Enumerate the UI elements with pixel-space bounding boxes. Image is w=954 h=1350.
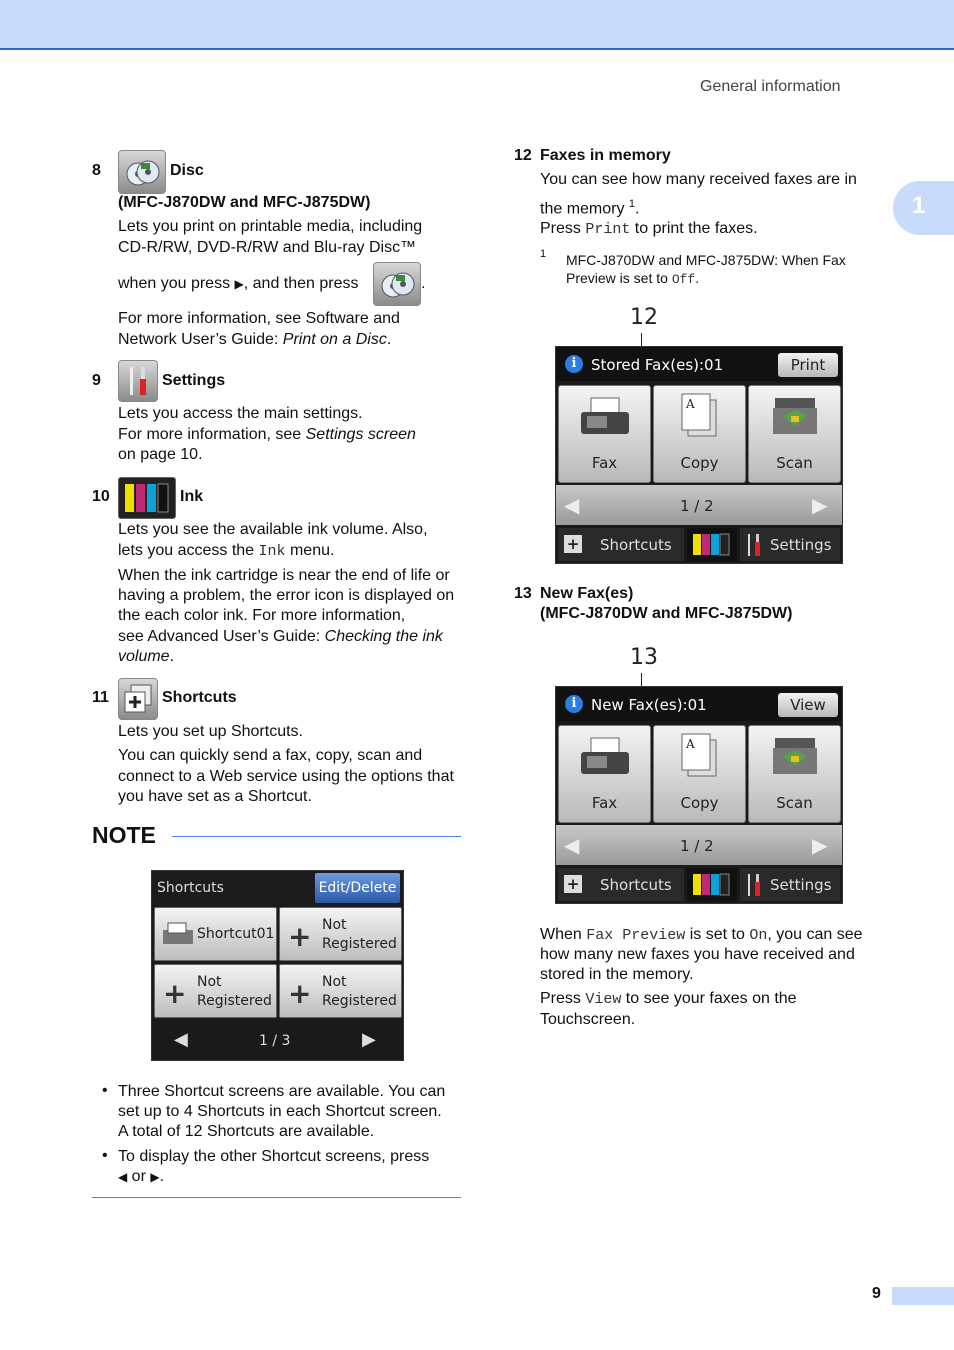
shortcut-tile[interactable] [279,964,402,1018]
tile-label: Scan [776,454,813,472]
left-arrow-icon[interactable]: ◀ [564,495,580,517]
shortcut-tile[interactable] [154,907,277,961]
settings-bar-button[interactable] [740,868,840,901]
shortcuts-bar-button[interactable] [558,868,684,901]
bullet-marker: • [102,1082,108,1099]
footnote-ref: 1 [628,198,636,210]
callout-label: 13 [630,645,658,670]
callout-label: 12 [630,305,658,330]
body-text [118,330,391,351]
body-text: the each color ink. For more information, [118,607,406,624]
body-text [118,627,443,648]
shortcut-label: Registered [197,993,272,1009]
copy-icon [678,392,722,442]
plus-icon: + [163,977,187,1010]
svg-text:A: A [686,737,695,751]
status-text: Stored Fax(es):01 [591,356,724,374]
note-divider [172,836,461,837]
top-band [0,0,954,50]
ink-bar-button[interactable] [687,868,737,901]
right-arrow-icon[interactable]: ▶ [362,1029,376,1049]
item-number: 11 [92,689,109,706]
text-fragment: , you can see [767,926,863,943]
settings-bar-button[interactable] [740,528,840,561]
body-text: Three Shortcut screens are available. You can [118,1083,446,1100]
text-fragment: to see your faxes on the [621,990,797,1007]
body-text: Lets you set up Shortcuts. [118,723,303,740]
text-fragment: or [127,1168,151,1185]
text-fragment: When [540,926,587,943]
button-name: View [585,991,622,1008]
body-text [540,194,640,220]
ink-bar-button[interactable] [687,528,737,561]
ink-icon [118,477,176,519]
footnote-text [566,270,699,287]
shortcut-tile[interactable] [279,907,402,961]
item-number: 9 [92,372,101,389]
text-fragment: Press [540,220,586,237]
scan-tile[interactable] [748,385,841,483]
body-text: You can see how many received faxes are in [540,171,857,188]
setting-value: Off [671,272,696,287]
bar-label: Settings [770,536,832,554]
svg-text:A: A [686,397,695,411]
bar-label: Settings [770,876,832,894]
text-fragment: Network User’s Guide: [118,331,283,348]
text-fragment: . [169,648,175,665]
item-subtitle: (MFC-J870DW and MFC-J875DW) [540,605,793,622]
scan-tile[interactable] [748,725,841,823]
item-title: Settings [162,372,226,389]
tile-label: Copy [680,454,719,472]
fax-icon [161,920,195,948]
tile-label: Copy [680,794,719,812]
shortcut-label: Registered [322,936,397,952]
copy-icon [678,732,722,782]
text-fragment: when you press [118,275,235,292]
guide-reference: Checking the ink [324,628,443,645]
body-text [118,647,174,668]
item-number: 12 [514,147,532,164]
page-indicator: 1 / 2 [680,497,714,515]
bar-label: Shortcuts [600,536,672,554]
right-arrow-icon: ▶ [234,277,244,291]
tile-label: Fax [591,794,618,812]
left-arrow-icon[interactable]: ◀ [174,1029,188,1049]
scan-icon [769,734,821,782]
body-text [118,274,359,295]
body-text: Lets you print on printable media, including [118,218,423,235]
body-text: To display the other Shortcut screens, press [118,1148,430,1165]
text-fragment: lets you access the [118,542,259,559]
page-indicator: 1 / 2 [680,837,714,855]
text-fragment: For more information, see [118,426,306,443]
body-text: CD-R/RW, DVD-R/RW and Blu-ray Disc™ [118,239,417,256]
plus-icon: + [288,977,312,1010]
right-arrow-icon[interactable]: ▶ [812,495,828,517]
print-button[interactable]: Print [778,353,838,377]
running-header: General information [700,78,841,95]
stored-fax-screen [555,346,843,564]
body-text: Lets you see the available ink volume. Also, [118,521,428,538]
setting-name: Fax Preview [586,927,686,944]
body-text: set up to 4 Shortcuts in each Shortcut screen. [118,1103,442,1120]
page-indicator: 1 / 3 [259,1033,291,1049]
info-icon: i [565,695,583,713]
fax-icon [577,734,633,782]
shortcut-label: Registered [322,993,397,1009]
body-text: on page 10. [118,446,203,463]
body-text [540,219,758,241]
scan-icon [769,394,821,442]
item-number: 13 [514,585,532,602]
shortcuts-screen [151,870,404,1061]
item-subtitle: (MFC-J870DW and MFC-J875DW) [118,194,371,211]
body-text [540,925,863,947]
item-title: New Fax(es) [540,585,634,602]
guide-reference: Settings screen [305,426,416,443]
left-arrow-icon: ◀ [118,1170,128,1184]
item-title: Disc [170,162,204,179]
guide-reference: volume [118,648,170,665]
right-arrow-icon[interactable]: ▶ [812,835,828,857]
shortcut-label: Not [322,974,347,990]
shortcuts-icon: + [564,875,582,893]
note-bottom-divider [92,1197,461,1198]
copy-tile[interactable] [653,725,746,823]
screen-title: Shortcuts [157,880,224,896]
body-text: When the ink cartridge is near the end of life or [118,567,450,584]
body-text [118,541,334,563]
view-button[interactable]: View [778,693,838,717]
body-text: You can quickly send a fax, copy, scan and [118,747,423,764]
shortcut-label: Shortcut01 [197,926,275,942]
new-fax-screen [555,686,843,904]
text-fragment: , and then press [243,275,359,292]
text-fragment: . [695,270,700,286]
text-fragment: the memory [540,200,629,218]
body-text [540,989,797,1011]
right-arrow-icon: ▶ [150,1170,160,1184]
menu-name: Ink [258,543,286,560]
settings-icon [744,532,764,558]
text-fragment: Press [540,990,586,1007]
tile-label: Fax [591,454,618,472]
disc-icon [373,262,421,306]
body-text: connect to a Web service using the options that [118,768,454,785]
footnote-number: 1 [540,248,547,260]
edit-delete-button[interactable]: Edit/Delete [315,873,400,903]
body-text: you have set as a Shortcut. [118,788,312,805]
ink-icon [687,868,737,901]
fax-icon [577,394,633,442]
body-text: Touchscreen. [540,1011,636,1028]
text-fragment: . [159,1168,165,1185]
note-title: NOTE [92,822,156,848]
item-title: Faxes in memory [540,147,671,164]
shortcuts-bar-button[interactable] [558,528,684,561]
button-name: Print [585,221,631,238]
body-text: how many new faxes you have received and [540,946,855,963]
item-number: 8 [92,162,101,179]
ink-icon [687,528,737,561]
text-fragment: see Advanced User’s Guide: [118,628,325,645]
shortcut-tile[interactable] [154,964,277,1018]
shortcuts-icon: + [564,535,582,553]
text-fragment: . [635,200,640,218]
settings-icon [118,360,158,402]
body-text: For more information, see Software and [118,310,400,327]
text-fragment: Preview is set to [566,270,672,286]
shortcut-label: Not [322,917,347,933]
chapter-number: 1 [912,192,926,219]
item-number: 10 [92,488,110,505]
bar-label: Shortcuts [600,876,672,894]
body-text: A total of 12 Shortcuts are available. [118,1123,375,1140]
item-title: Shortcuts [162,689,237,706]
footnote-text: MFC-J870DW and MFC-J875DW: When Fax [566,252,846,268]
info-icon: i [565,355,583,373]
body-text [118,1167,164,1188]
shortcuts-icon [118,678,158,720]
tile-label: Scan [776,794,813,812]
body-text: stored in the memory. [540,966,694,983]
setting-value: On [749,927,768,944]
text-fragment: . [386,331,392,348]
page-number: 9 [872,1285,881,1302]
bullet-marker: • [102,1147,108,1164]
text-fragment: to print the faxes. [630,220,758,237]
body-text [118,425,416,446]
fax-tile[interactable] [558,385,651,483]
guide-reference: Print on a Disc [282,331,387,348]
body-text: . [421,275,426,292]
status-text: New Fax(es):01 [591,696,707,714]
body-text: having a problem, the error icon is displayed on [118,587,455,604]
fax-tile[interactable] [558,725,651,823]
body-text: Lets you access the main settings. [118,405,363,422]
settings-icon [744,872,764,898]
text-fragment: is set to [685,926,750,943]
plus-icon: + [288,920,312,953]
copy-tile[interactable] [653,385,746,483]
shortcut-label: Not [197,974,222,990]
disc-icon [118,150,166,194]
left-arrow-icon[interactable]: ◀ [564,835,580,857]
item-title: Ink [180,488,204,505]
footer-tab [892,1287,954,1305]
text-fragment: menu. [285,542,335,559]
